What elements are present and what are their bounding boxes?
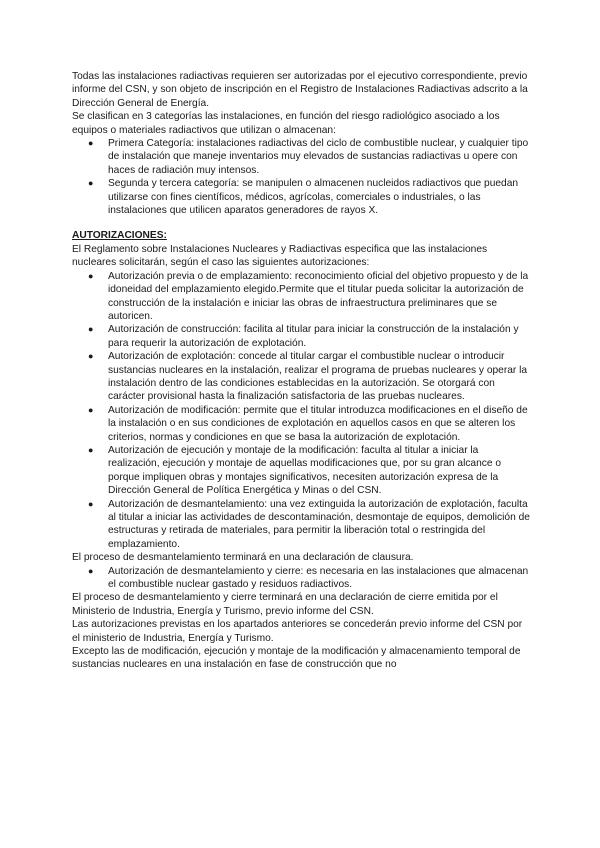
bullet-icon: ● xyxy=(88,351,94,362)
autorizaciones-list-2 xyxy=(72,565,532,592)
list-item: ● Autorización de ejecución y montaje de la modificación: faculta al titular a iniciar la realización, ejecución y montaje de aquellas modificaciones que, por su gran alcance o porque impliquen obras y montajes significativos, necesiten autorización expresa de la Dirección General de Política Energética y Minas o del CSN. xyxy=(88,444,502,497)
bullet-icon: ● xyxy=(88,178,94,189)
bullet-icon: ● xyxy=(88,498,94,509)
autorizaciones-paragraph-3: El proceso de desmantelamiento y cierre terminará en una declaración de cierre emitida por el Ministerio de Industria, Energía y Turismo, previo informe del CSN. xyxy=(72,592,498,617)
list-item: ● Primera Categoría: instalaciones radiactivas del ciclo de combustible nuclear, y cualquier tipo de instalación que maneje inventarios muy elevados de sustancias radiactivas u opere con haces de radiación muy intensos. xyxy=(88,138,529,176)
list-item: ● Segunda y tercera categoría: se manipulen o almacenen nucleidos radiactivos que puedan utilizarse con fines científicos, médicos, agrícolas, comerciales o industriales, o las instalaciones que utilicen aparatos generadores de rayos X. xyxy=(88,178,519,217)
bullet-icon: ● xyxy=(88,444,94,455)
bullet-icon: ● xyxy=(88,270,94,281)
document-body xyxy=(72,70,532,672)
autorizaciones-paragraph-1: El Reglamento sobre Instalaciones Nucleares y Radiactivas especifica que las instalaciones nucleares solicitarán, según el caso las siguientes autorizaciones: xyxy=(72,243,488,269)
list-item: ● Autorización de desmantelamiento y cierre: es necesaria en las instalaciones que almacenan el combustible nuclear gastado y residuos radiactivos. xyxy=(88,565,529,591)
category-list xyxy=(72,137,532,217)
list-item: ● Autorización de explotación: concede al titular cargar el combustible nuclear o introducir sustancias nucleares en la instalación, realizar el programa de pruebas nucleares y operar la instalación dentro de las condiciones establecidas en la autorización. Se otorgará con carácter provisional hasta la finalización satisfactoria de las pruebas nucleares. xyxy=(88,351,528,403)
autorizaciones-paragraph-5: Excepto las de modificación, ejecución y montaje de la modificación y almacenamiento temporal de sustancias nucleares en una instalación en fase de construcción que no xyxy=(72,646,521,671)
list-item: ● Autorización previa o de emplazamiento: reconocimiento oficial del objetivo propuesto y de la idoneidad del emplazamiento elegido.Permite que el titular pueda solicitar la autorización de construcción de la instalación e iniciar las obras de infraestructura preliminares que se autoricen. xyxy=(88,270,529,322)
bullet-icon: ● xyxy=(88,565,94,576)
autorizaciones-list xyxy=(72,270,532,552)
intro-paragraph-2: Se clasifican en 3 categorías las instalaciones, en función del riesgo radiológico asociado a los equipos o materiales radiactivos que utilizan o almacenan: xyxy=(72,111,500,136)
autorizaciones-paragraph-4: Las autorizaciones previstas en los apartados anteriores se concederán previo informe del CSN por el ministerio de Industria, Energía y Turismo. xyxy=(72,619,523,644)
section-heading: AUTORIZACIONES: xyxy=(72,230,167,242)
autorizaciones-paragraph-2: El proceso de desmantelamiento terminará en una declaración de clausura. xyxy=(72,552,414,564)
bullet-icon: ● xyxy=(88,138,94,149)
bullet-icon: ● xyxy=(88,404,94,415)
list-item: ● Autorización de modificación: permite que el titular introduzca modificaciones en el diseño de la instalación o en sus condiciones de explotación en aquellos casos en que se alteren los criterios, normas y condiciones en que se basa la autorización de explotación. xyxy=(88,404,528,443)
list-item: ● Autorización de construcción: facilita al titular para iniciar la construcción de la instalación y para requerir la autorización de explotación. xyxy=(88,324,519,349)
list-item: ● Autorización de desmantelamiento: una vez extinguida la autorización de explotación, faculta al titular a iniciar las actividades de descontaminación, desmontaje de equipos, demolición de estructuras y retirada de materiales, para permitir la liberación total o restringida del emplazamiento. xyxy=(88,498,530,550)
bullet-icon: ● xyxy=(88,324,94,335)
intro-paragraph-1: Todas las instalaciones radiactivas requieren ser autorizadas por el ejecutivo correspondiente, previo informe del CSN, y son objeto de inscripción en el Registro de Instalaciones Radiactivas adscrito a la Dirección General de Energía. xyxy=(72,71,528,109)
